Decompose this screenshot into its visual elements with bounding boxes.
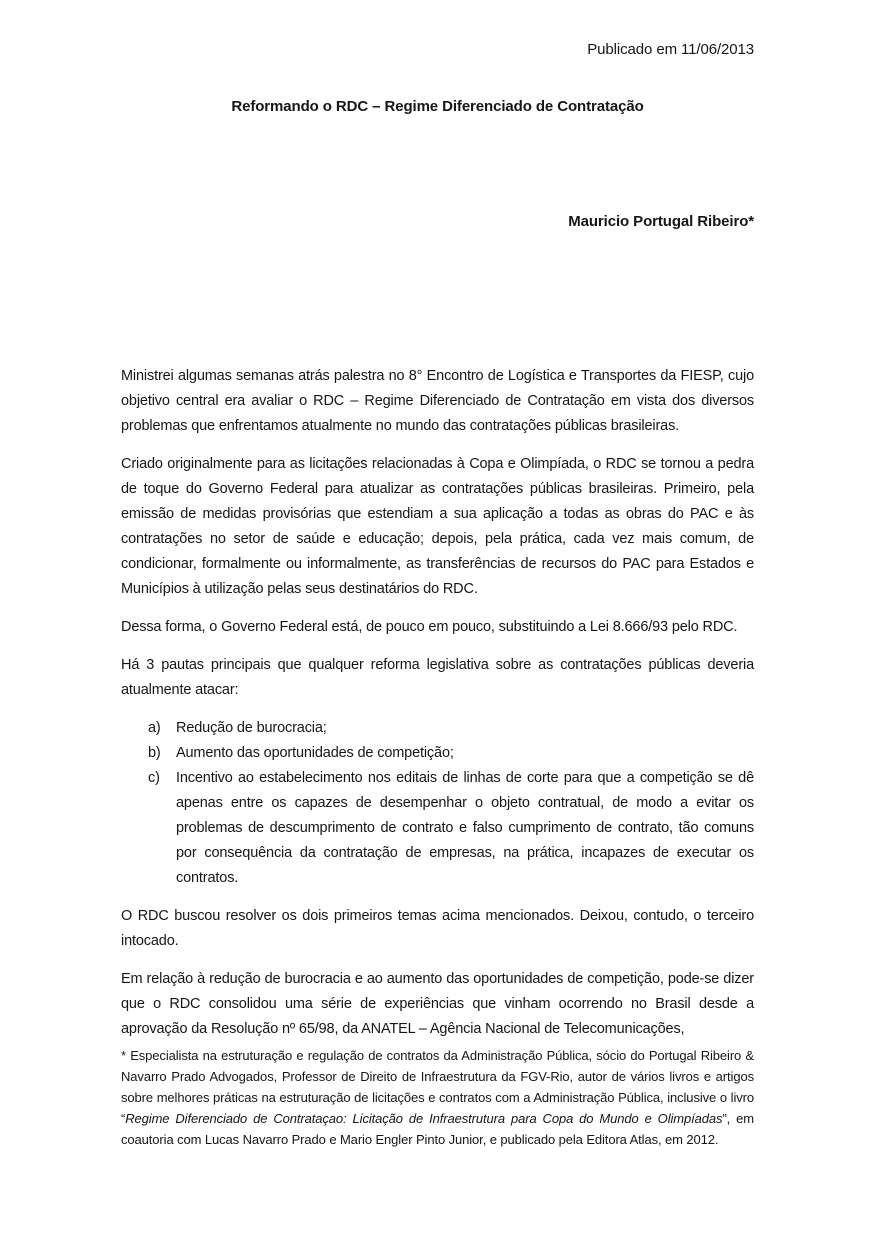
paragraph-3: Dessa forma, o Governo Federal está, de pouco em pouco, substituindo a Lei 8.666/93 pelo RDC. xyxy=(121,619,738,635)
paragraph-6: Em relação à redução de burocracia e ao aumento das oportunidades de competição, pode-se dizer que o RDC consolidou uma série de experiências que vinham ocorrendo no Brasil desde a aprovação da Resolução nº 65/98, da ANATEL – Agência Nacional de Telecomunicações, xyxy=(121,971,754,1037)
list-marker-a: a) xyxy=(148,720,161,736)
footnote-text-start: * Especialista na estruturação e regulação de contratos da Administração Pública, sócio do Portugal Ribeiro & Navarro Prado Advogados, Professor de Direito de Infraestrutura da FGV-Rio, autor de vários livros e artigos sobre melhores práticas na estruturação de licitações e contratos com a Administração Pública, inclusive o livro “ xyxy=(121,1048,754,1126)
list-marker-c: c) xyxy=(148,770,160,786)
list-item-b-text: Aumento das oportunidades de competição; xyxy=(176,745,454,761)
page-title: Reformando o RDC – Regime Diferenciado de Contratação xyxy=(231,98,644,115)
list-item-a-text: Redução de burocracia; xyxy=(176,720,327,736)
author-byline: Mauricio Portugal Ribeiro* xyxy=(568,213,754,230)
list-item-c xyxy=(121,766,754,891)
paragraph-4: Há 3 pautas principais que qualquer reforma legislativa sobre as contratações públicas deveria atualmente atacar: xyxy=(121,657,754,698)
published-date: Publicado em 11/06/2013 xyxy=(587,41,754,58)
list-item-a xyxy=(121,716,754,741)
document-content xyxy=(121,0,754,1055)
list-item-b xyxy=(121,741,754,766)
footnote-book-title: Regime Diferenciado de Contrataçao: Licitação de Infraestrutura para Copa do Mundo e Olimpíadas xyxy=(125,1111,723,1126)
paragraph-5: O RDC buscou resolver os dois primeiros temas acima mencionados. Deixou, contudo, o terceiro intocado. xyxy=(121,908,754,949)
document-body xyxy=(121,364,754,1042)
footnote-text-end: ”, em coautoria com Lucas Navarro Prado e Mario Engler Pinto Junior, e publicado pela Editora Atlas, em 2012. xyxy=(121,1111,754,1147)
list-marker-b: b) xyxy=(148,745,161,761)
list-item-c-text: Incentivo ao estabelecimento nos editais de linhas de corte para que a competição se dê apenas entre os capazes de desempenhar o objeto contratual, de modo a evitar os problemas de descumprimento de contrato e falso cumprimento de contrato, tão comuns por consequência da contratação de empresas, na prática, incapazes de executar os contratos. xyxy=(176,770,754,886)
paragraph-1: Ministrei algumas semanas atrás palestra no 8° Encontro de Logística e Transportes da FIESP, cujo objetivo central era avaliar o RDC – Regime Diferenciado de Contratação em vista dos diversos problemas que enfrentamos atualmente no mundo das contratações públicas brasileiras. xyxy=(121,368,754,434)
lettered-list xyxy=(121,716,754,891)
paragraph-2: Criado originalmente para as licitações relacionadas à Copa e Olimpíada, o RDC se tornou a pedra de toque do Governo Federal para atualizar as contratações públicas brasileiras. Primeiro, pela emissão de medidas provisórias que estendiam a sua aplicação a todas as obras do PAC e às contratações no setor de saúde e educação; depois, pela prática, cada vez mais comum, de condicionar, formalmente ou informalmente, as transferências de recursos do PAC para Estados e Municípios à utilização pelas seus destinatários do RDC. xyxy=(121,456,754,597)
footnote xyxy=(121,1045,754,1150)
